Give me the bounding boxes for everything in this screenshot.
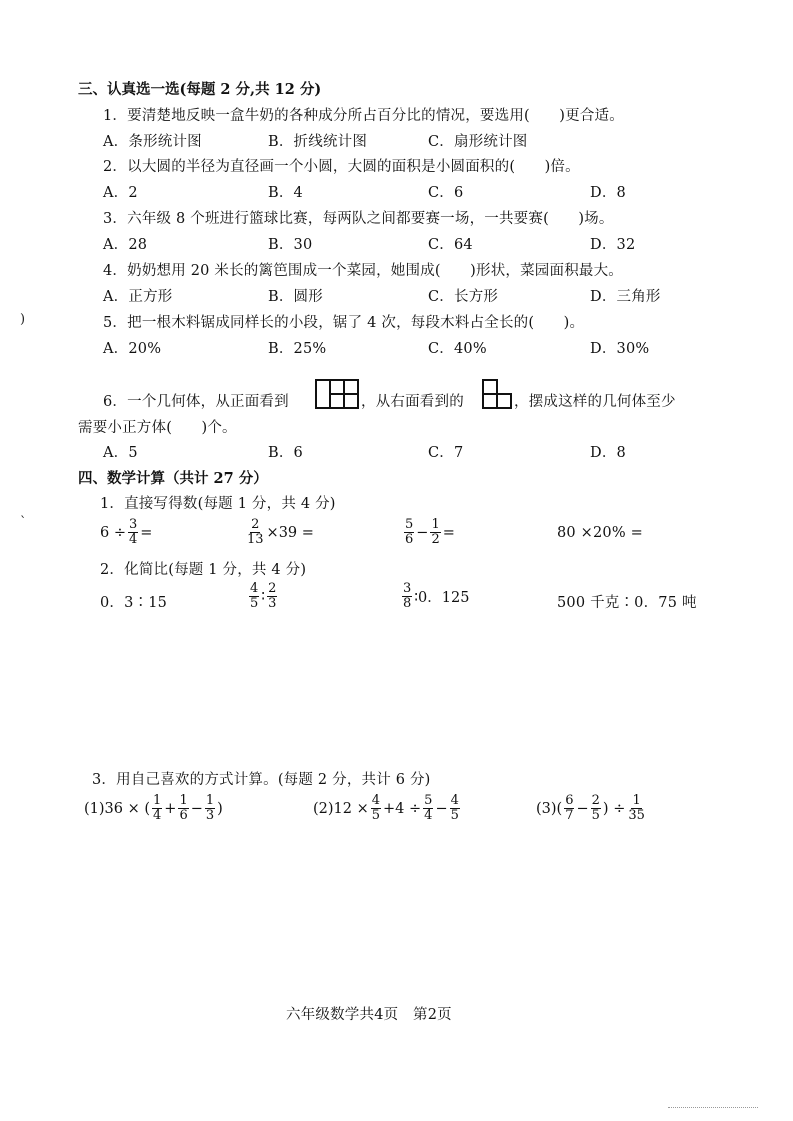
q4-option-d: D．三角形 bbox=[590, 289, 661, 305]
calc3-expr2: (2)12 × $\frac{4}{5}$ +4 ÷ $\frac{5}{4}$ − $\frac{4}{5}$ bbox=[313, 793, 459, 823]
part3-title: 3．用自己喜欢的方式计算。(每题 2 分，共计 6 分) bbox=[92, 772, 431, 788]
q5-stem: 5．把一根木料锯成同样长的小段，锯了 4 次，每段木料占全长的( )。 bbox=[103, 315, 585, 331]
q6-stem-part4: 需要小正方体( )个。 bbox=[78, 420, 237, 436]
q4-option-c: C．长方形 bbox=[428, 289, 499, 305]
q2-option-c: C．6 bbox=[428, 185, 464, 201]
q5-option-a: A．20% bbox=[103, 341, 162, 357]
section3-title: 三、认真选一选(每题 2 分,共 12 分) bbox=[78, 81, 322, 98]
front-view-figure bbox=[315, 379, 359, 409]
q6-stem-part3: ，摆成这样的几何体至少 bbox=[514, 394, 676, 410]
part2-title: 2．化简比(每题 1 分，共 4 分) bbox=[100, 562, 307, 578]
q3-option-d: D．32 bbox=[590, 237, 636, 253]
q2-option-b: B．4 bbox=[268, 185, 303, 201]
calc1-expr4: 80 ×20% = bbox=[557, 525, 643, 541]
q3-option-c: C．64 bbox=[428, 237, 473, 253]
q4-option-a: A．正方形 bbox=[103, 289, 173, 305]
q2-option-a: A．2 bbox=[103, 185, 138, 201]
ratio-expr4: 500 千克∶0．75 吨 bbox=[557, 595, 697, 611]
margin-paren-mark: ) bbox=[20, 312, 26, 327]
q3-option-b: B．30 bbox=[268, 237, 313, 253]
section4-title: 四、数学计算（共计 27 分） bbox=[78, 470, 268, 487]
ratio-expr1: 0．3∶15 bbox=[100, 595, 168, 611]
ratio-expr3: $\frac{3}{8}$ ∶0．125 bbox=[403, 581, 470, 611]
q1-stem: 1．要清楚地反映一盒牛奶的各种成分所占百分比的情况，要选用( )更合适。 bbox=[103, 108, 624, 124]
q1-option-a: A．条形统计图 bbox=[103, 134, 202, 150]
q6-stem-part1: 6．一个几何体，从正面看到 bbox=[103, 394, 289, 410]
q6-option-c: C．7 bbox=[428, 445, 464, 461]
q1-option-b: B．折线统计图 bbox=[268, 134, 368, 150]
q5-option-d: D．30% bbox=[590, 341, 650, 357]
q2-stem: 2．以大圆的半径为直径画一个小圆，大圆的面积是小圆面积的( )倍。 bbox=[103, 159, 580, 175]
calc1-expr3: $\frac{5}{6}$ − $\frac{1}{2}$ = bbox=[405, 517, 455, 547]
q6-stem-part2: ，从右面看到的 bbox=[361, 394, 464, 410]
q4-option-b: B．圆形 bbox=[268, 289, 323, 305]
calc3-expr1: (1)36 × ( $\frac{1}{4}$ + $\frac{1}{6}$ − $\frac{1}{3}$ ) bbox=[84, 793, 223, 823]
q2-option-d: D．8 bbox=[590, 185, 626, 201]
calc1-expr1: 6 ÷ $\frac{3}{4}$ = bbox=[100, 517, 153, 547]
part1-title: 1．直接写得数(每题 1 分，共 4 分) bbox=[100, 496, 336, 512]
calc1-expr2: $\frac{2}{13}$ ×39 = bbox=[247, 517, 314, 547]
right-view-figure bbox=[482, 379, 514, 409]
ratio-expr2: $\frac{4}{5}$ ∶ $\frac{2}{3}$ bbox=[250, 581, 277, 611]
q1-option-c: C．扇形统计图 bbox=[428, 134, 528, 150]
dotted-scan-mark bbox=[668, 1107, 758, 1108]
calc3-expr3: (3)( $\frac{6}{7}$ − $\frac{2}{5}$ ) ÷ $\frac{1}{35}$ bbox=[536, 793, 645, 823]
q3-option-a: A．28 bbox=[103, 237, 148, 253]
q6-option-b: B．6 bbox=[268, 445, 303, 461]
q5-option-c: C．40% bbox=[428, 341, 487, 357]
margin-tick-mark: ` bbox=[20, 515, 27, 530]
q5-option-b: B．25% bbox=[268, 341, 327, 357]
page-footer: 六年级数学共4页 第2页 bbox=[286, 1007, 452, 1023]
q3-stem: 3．六年级 8 个班进行篮球比赛，每两队之间都要赛一场，一共要赛( )场。 bbox=[103, 211, 614, 227]
q6-option-d: D．8 bbox=[590, 445, 626, 461]
q4-stem: 4．奶奶想用 20 米长的篱笆围成一个菜园，她围成( )形状，菜园面积最大。 bbox=[103, 263, 624, 279]
q6-option-a: A．5 bbox=[103, 445, 138, 461]
